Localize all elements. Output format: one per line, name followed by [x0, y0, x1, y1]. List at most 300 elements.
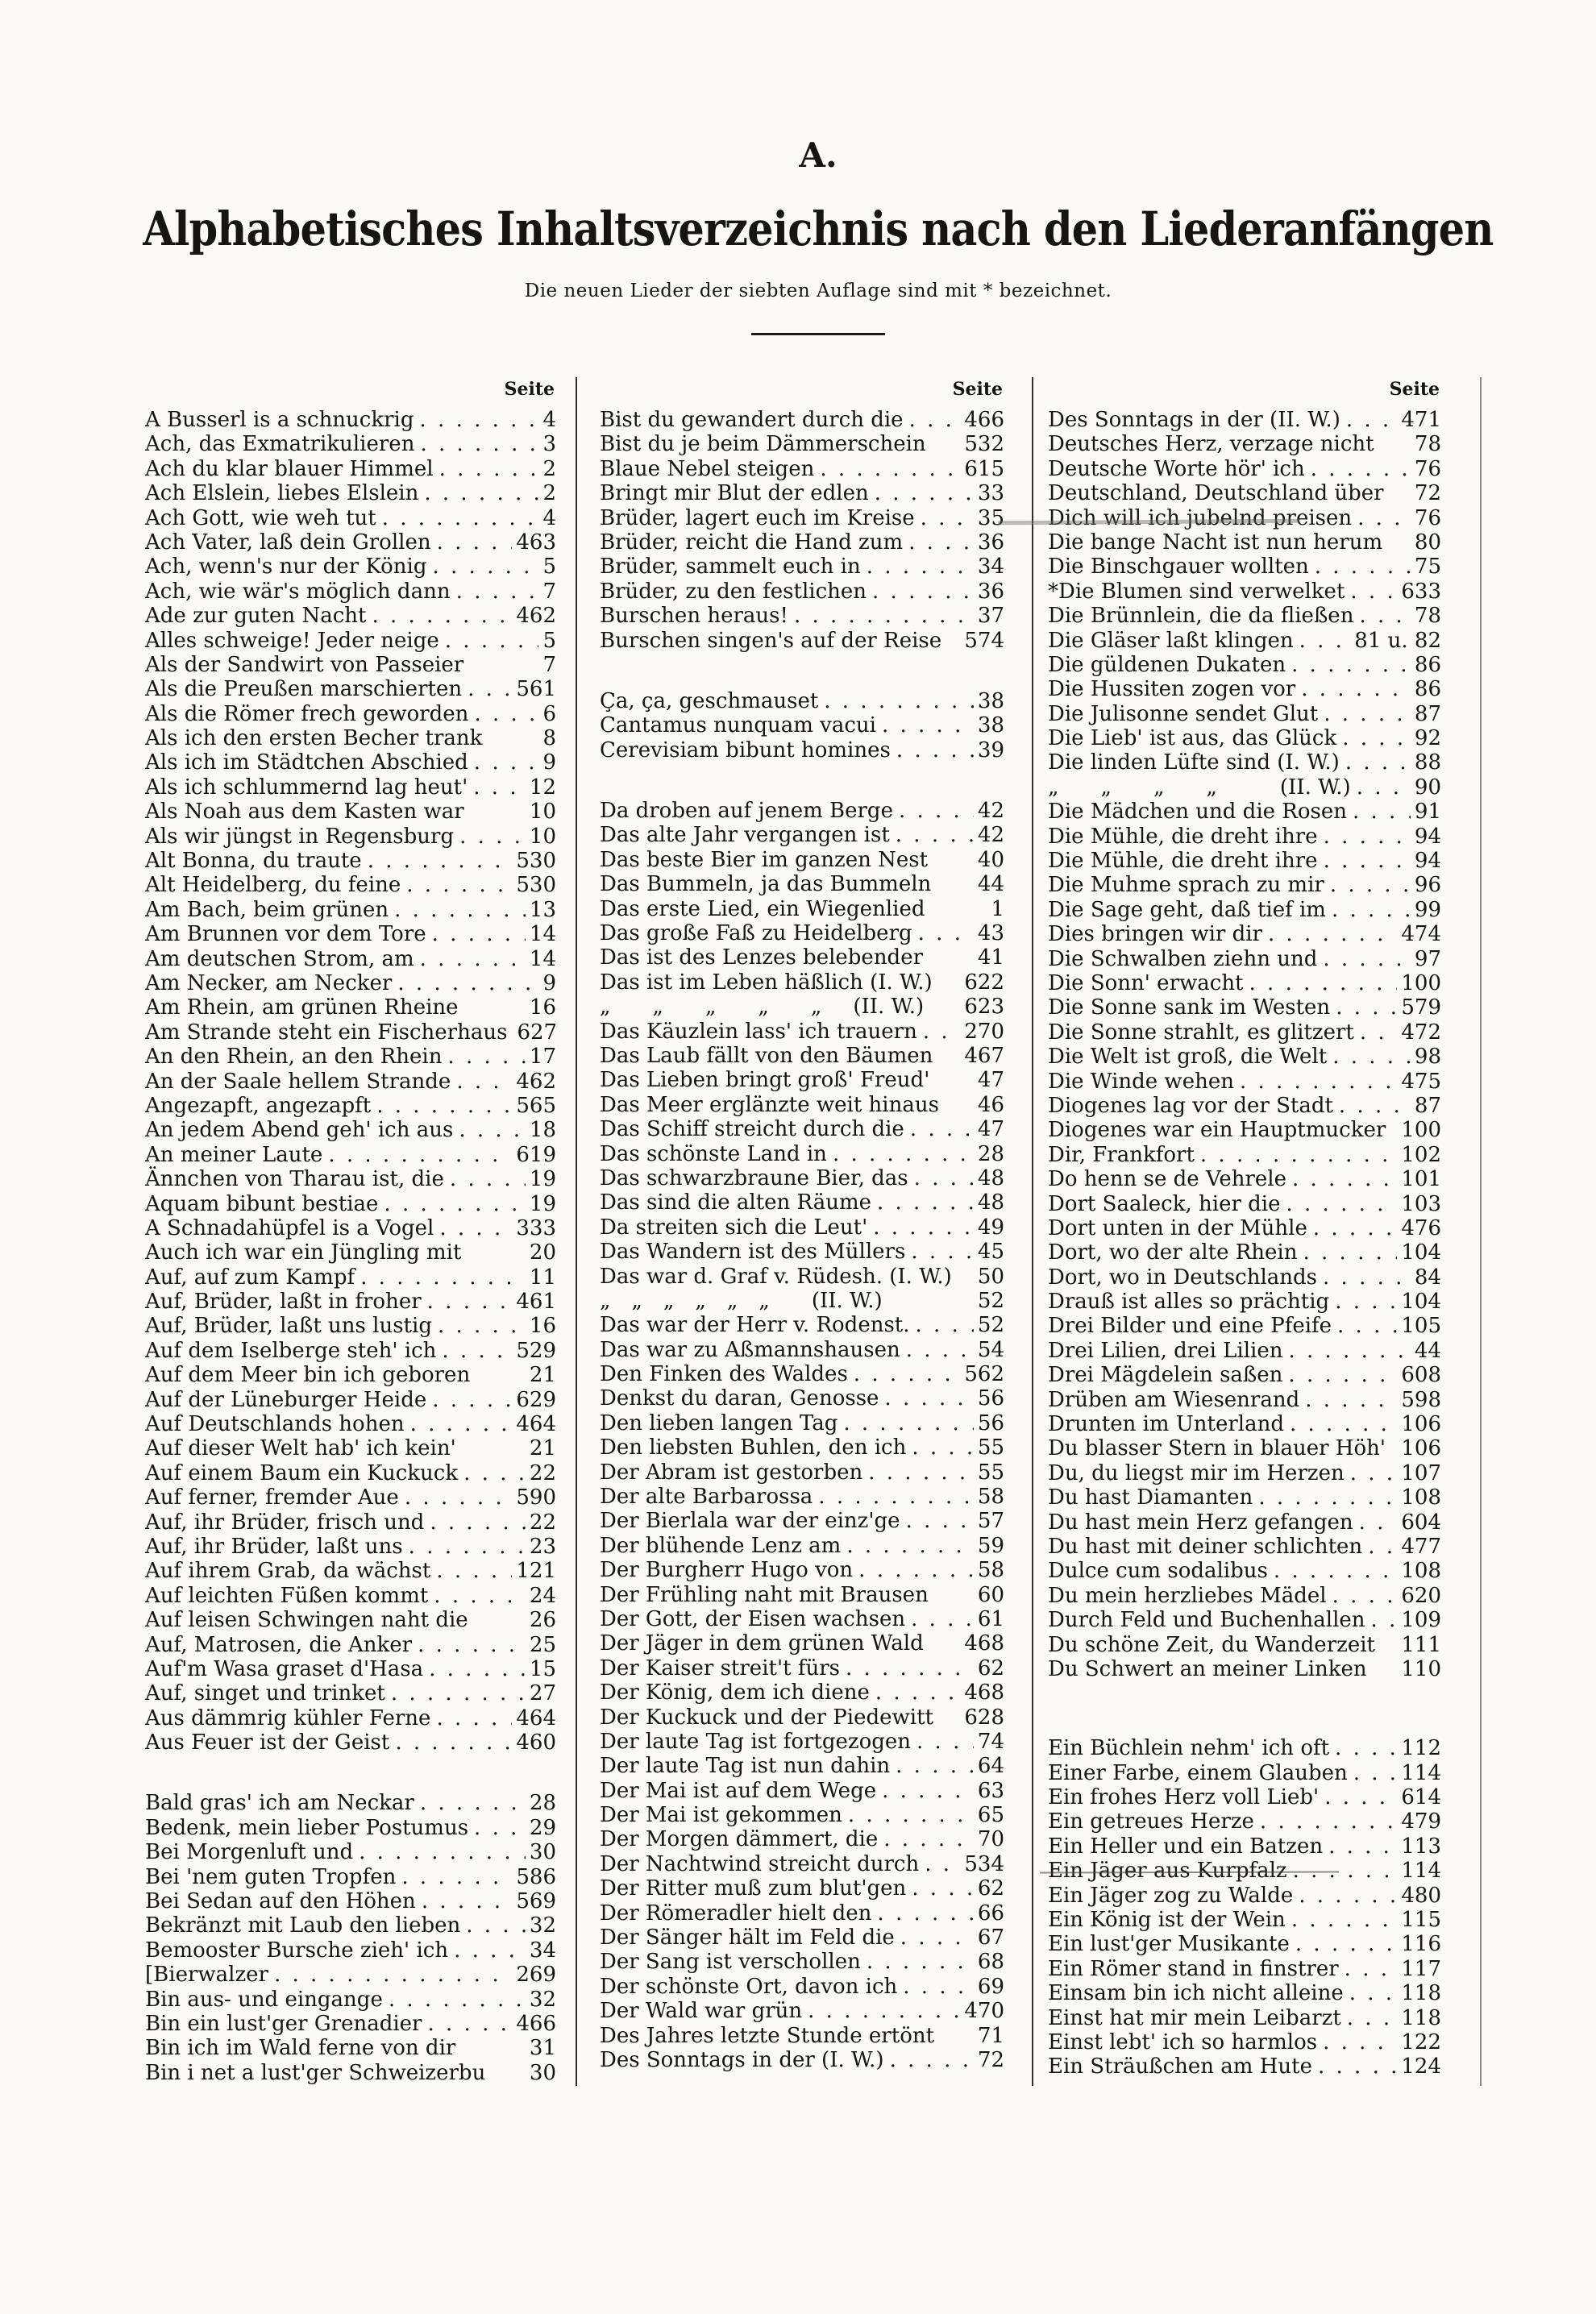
entry-title: Die Hussiten zogen vor	[1048, 677, 1296, 702]
entry-title: Auch ich war ein Jüngling mit	[145, 1240, 462, 1265]
entry-page-number: 48	[977, 1190, 1004, 1215]
index-entry	[600, 1509, 1004, 1533]
entry-title: Der Kuckuck und der Piedewitt	[600, 1705, 933, 1730]
dot-leader	[454, 1938, 526, 1963]
dot-leader	[916, 1313, 974, 1337]
entry-title: Des Jahres letzte Stunde ertönt	[600, 2023, 935, 2048]
dot-leader	[376, 1094, 512, 1118]
entry-page-number: 58	[977, 1558, 1004, 1583]
entry-title: Als ich den ersten Becher trank	[145, 726, 483, 751]
index-entry	[1048, 604, 1441, 628]
dot-leader	[459, 825, 526, 849]
index-entry	[145, 1388, 556, 1412]
entry-title: A Busserl is a schnuckrig	[145, 408, 414, 432]
entry-page-number: 627	[517, 1020, 558, 1045]
entry-page-number: 462	[516, 604, 556, 629]
entry-page-number: 40	[977, 847, 1004, 872]
entry-title: Das Bummeln, ja das Bummeln	[600, 872, 932, 897]
dot-leader	[1323, 2030, 1397, 2054]
entry-page-number: 49	[977, 1215, 1004, 1240]
entry-page-number: 8	[542, 726, 556, 751]
dot-leader	[439, 1216, 512, 1240]
entry-page-number: 69	[977, 1974, 1004, 1999]
index-entry	[1048, 1240, 1441, 1265]
entry-title: Bekränzt mit Laub den lieben	[145, 1913, 461, 1938]
entry-title: Die Muhme sprach zu mir	[1048, 873, 1324, 898]
dot-leader	[1286, 1192, 1398, 1216]
index-entry	[145, 1938, 556, 1963]
entry-page-number: 70	[977, 1827, 1004, 1852]
dot-leader	[391, 1681, 526, 1705]
entry-page-number: 2	[542, 456, 556, 481]
dot-leader	[436, 1706, 512, 1730]
index-entry	[1048, 1216, 1441, 1240]
entry-title: Das schönste Land in	[600, 1141, 827, 1166]
entry-title: Die Schwalben ziehn und	[1048, 946, 1318, 971]
dot-leader	[908, 530, 974, 555]
entry-page-number: 102	[1401, 1142, 1441, 1167]
entry-page-number: 26	[529, 1608, 556, 1633]
index-entry	[1048, 1436, 1441, 1460]
index-entry	[600, 1827, 1004, 1851]
index-entry	[600, 457, 1004, 481]
entry-title: Bin ich im Wald ferne von dir	[145, 2036, 456, 2061]
index-entry	[145, 1816, 556, 1840]
entry-title: Den lieben langen Tag	[600, 1410, 838, 1435]
dot-leader	[1288, 1363, 1397, 1387]
entry-title: Bedenk, mein lieber Postumus	[145, 1815, 469, 1840]
dot-leader	[382, 506, 539, 530]
entry-title: Auf dieser Welt hab' ich kein'	[145, 1436, 456, 1461]
index-entry	[1048, 1461, 1441, 1485]
column-divider-rule-3	[1480, 377, 1482, 2086]
index-entry	[600, 1020, 1004, 1044]
entry-page-number: 23	[529, 1534, 556, 1559]
entry-title: Du hast mit deiner schlichten	[1048, 1534, 1363, 1559]
index-entry	[600, 689, 1004, 713]
index-entry	[1048, 1070, 1441, 1094]
index-entry	[1048, 1932, 1441, 1956]
index-entry	[600, 1435, 1004, 1460]
entry-title: Das Wandern ist des Müllers	[600, 1240, 906, 1265]
dot-leader	[1313, 1216, 1398, 1240]
index-entry	[1048, 1785, 1441, 1809]
entry-title: Die Sage geht, daß tief im	[1048, 897, 1326, 922]
index-entry	[145, 922, 556, 946]
entry-page-number: 460	[516, 1730, 556, 1755]
entry-title: Ein lust'ger Musikante	[1048, 1932, 1290, 1957]
entry-page-number: 74	[977, 1729, 1004, 1754]
entry-page-number: 14	[529, 946, 556, 971]
dot-leader	[1330, 873, 1411, 897]
entry-page-number: 105	[1401, 1314, 1441, 1339]
index-entry	[600, 1289, 1004, 1313]
entry-title: Das beste Bier im ganzen Nest	[600, 847, 929, 872]
dot-leader	[459, 1118, 526, 1142]
entry-title: Das Käuzlein lass' ich trauern	[600, 1019, 917, 1044]
section-letter: A.	[799, 135, 837, 175]
index-entry	[600, 1803, 1004, 1827]
index-entry	[1048, 530, 1441, 555]
index-entry	[145, 1791, 556, 1815]
dot-leader	[1303, 1240, 1398, 1265]
index-entry	[145, 1216, 556, 1240]
page-column-label: Seite	[1389, 379, 1440, 400]
dot-leader	[818, 1485, 974, 1509]
index-entry	[1048, 1192, 1441, 1216]
entry-title: Der alte Barbarossa	[600, 1485, 813, 1510]
entry-page-number: 103	[1401, 1191, 1441, 1216]
index-entry	[145, 1535, 556, 1559]
entry-page-number: 620	[1401, 1583, 1441, 1608]
entry-title: Dort unten in der Mühle	[1048, 1215, 1307, 1240]
entry-page-number: 4	[542, 505, 556, 530]
index-entry	[1048, 825, 1441, 849]
entry-title: Bist du gewandert durch die	[600, 408, 904, 432]
entry-title: Der Römeradler hielt den	[600, 1901, 872, 1926]
entry-page-number: 91	[1414, 800, 1441, 825]
entry-page-number: 586	[516, 1864, 556, 1889]
entry-title: Der Sänger hält im Feld die	[600, 1926, 895, 1950]
entry-title: Cerevisiam bibunt homines	[600, 737, 891, 762]
index-entry	[145, 1363, 556, 1387]
index-entry	[1048, 580, 1441, 604]
entry-page-number: 118	[1401, 1981, 1441, 2006]
dot-leader	[923, 1020, 961, 1044]
entry-page-number: 5	[542, 555, 556, 580]
entry-page-number: 534	[964, 1851, 1004, 1876]
entry-title: Der Bierlala war der einz'ge	[600, 1509, 900, 1534]
entry-page-number: 68	[977, 1950, 1004, 1975]
dot-leader	[1347, 2006, 1398, 2030]
section-gap	[1048, 1681, 1441, 1736]
index-entry	[600, 1779, 1004, 1803]
index-entry	[145, 1436, 556, 1460]
index-entry	[600, 1975, 1004, 1999]
entry-page-number: 32	[529, 1913, 556, 1938]
entry-title: Das ist des Lenzes belebender	[600, 945, 924, 970]
index-entry	[1048, 1265, 1441, 1290]
entry-page-number: 88	[1414, 750, 1441, 775]
entry-title: Drei Mägdelein saßen	[1048, 1363, 1283, 1388]
entry-title: Der laute Tag ist fortgezogen	[600, 1729, 912, 1754]
entry-title: Der Sang ist verschollen	[600, 1950, 861, 1975]
index-entry	[1048, 1290, 1441, 1314]
entry-page-number: 629	[516, 1387, 556, 1412]
index-entry	[600, 1558, 1004, 1582]
entry-page-number: 13	[529, 897, 556, 922]
dot-leader	[1240, 1070, 1397, 1094]
dot-leader	[925, 1852, 960, 1876]
entry-page-number: 118	[1401, 2005, 1441, 2030]
index-entry	[600, 823, 1004, 847]
entry-page-number: 565	[516, 1093, 556, 1118]
entry-page-number: 94	[1414, 849, 1441, 874]
entry-title: Einst lebt' ich so harmlos	[1048, 2030, 1318, 2054]
index-entry	[600, 629, 1004, 653]
index-entry	[1048, 873, 1441, 897]
entry-page-number: 474	[1401, 922, 1441, 947]
entry-page-number: 47	[977, 1117, 1004, 1142]
dot-leader	[912, 1435, 974, 1460]
entry-title: Ça, ça, geschmauset	[600, 688, 819, 713]
entry-page-number: 9	[542, 970, 556, 995]
entry-title: Deutsche Worte hör' ich	[1048, 456, 1305, 481]
entry-title: Das Lieben bringt groß' Freud'	[600, 1068, 930, 1093]
entry-title: Als wir jüngst in Regensburg	[145, 824, 455, 849]
entry-page-number: 81 u. 82	[1354, 628, 1441, 653]
entry-page-number: 19	[529, 1167, 556, 1192]
entry-page-number: 115	[1401, 1908, 1441, 1933]
entry-title: Der Abram ist gestorben	[600, 1460, 863, 1485]
index-entry	[145, 971, 556, 995]
entry-page-number: 76	[1414, 505, 1441, 530]
dot-leader	[911, 1607, 974, 1631]
index-entry	[600, 506, 1004, 530]
entry-title: Der Ritter muß zum blut'gen	[600, 1876, 907, 1901]
entry-page-number: 97	[1414, 946, 1441, 971]
dot-leader	[359, 1840, 526, 1864]
index-entry	[600, 1901, 1004, 1926]
entry-page-number: 466	[964, 408, 1004, 432]
entry-title: Einst hat mir mein Leibarzt	[1048, 2005, 1341, 2030]
index-entry	[1048, 1314, 1441, 1338]
entry-title: Ach, wie wär's möglich dann	[145, 579, 451, 604]
dot-leader	[846, 1656, 974, 1680]
entry-page-number: 574	[964, 628, 1004, 653]
entry-title: Ein Jäger zog zu Walde	[1048, 1883, 1294, 1908]
dot-leader	[1339, 1094, 1411, 1118]
index-entry	[145, 530, 556, 555]
entry-page-number: 44	[977, 872, 1004, 897]
entry-page-number: 101	[1401, 1167, 1441, 1192]
index-entry	[1048, 1859, 1441, 1883]
dot-leader	[442, 1339, 512, 1363]
entry-title: Auf dem Meer bin ich geboren	[145, 1363, 471, 1388]
entry-title: Burschen singen's auf der Reise	[600, 628, 942, 653]
dot-leader	[882, 1779, 974, 1803]
dot-leader	[360, 1265, 526, 1290]
dot-leader	[420, 408, 539, 432]
index-entry	[145, 1730, 556, 1755]
entry-title: *Die Blumen sind verwelket	[1048, 579, 1345, 604]
entry-title: Angezapft, angezapft	[145, 1093, 372, 1118]
entry-page-number: 45	[977, 1240, 1004, 1265]
dot-leader	[328, 1143, 512, 1167]
index-entry	[600, 580, 1004, 604]
index-entry	[145, 1240, 556, 1265]
entry-title: Diogenes lag vor der Stadt	[1048, 1093, 1333, 1118]
index-entry	[1048, 1388, 1441, 1412]
index-entry	[600, 1680, 1004, 1705]
index-entry	[1048, 2006, 1441, 2030]
entry-page-number: 65	[977, 1803, 1004, 1828]
index-entry	[600, 481, 1004, 505]
entry-page-number: 470	[964, 1999, 1004, 2024]
index-entry	[600, 1754, 1004, 1778]
entry-page-number: 122	[1401, 2030, 1441, 2054]
dot-leader	[1345, 1957, 1398, 1981]
index-entry	[145, 1143, 556, 1167]
entry-title: Am Strande steht ein Fischerhaus	[145, 1020, 508, 1045]
entry-title: Du mein herzliebes Mädel	[1048, 1583, 1327, 1608]
dot-leader	[1293, 1859, 1398, 1883]
index-column-3	[1048, 377, 1441, 2079]
index-entry	[1048, 1094, 1441, 1118]
entry-page-number: 55	[977, 1435, 1004, 1460]
index-entry	[145, 653, 556, 677]
index-entry	[1048, 677, 1441, 701]
entry-page-number: 36	[977, 530, 1004, 555]
index-entry	[600, 1313, 1004, 1337]
entry-page-number: 87	[1414, 1093, 1441, 1118]
dot-leader	[1260, 1809, 1397, 1834]
entry-page-number: 78	[1414, 432, 1441, 457]
entry-page-number: 18	[529, 1118, 556, 1143]
entry-page-number: 5	[542, 628, 556, 653]
dot-leader	[1332, 1584, 1398, 1608]
entry-page-number: 106	[1401, 1412, 1441, 1437]
dot-leader	[274, 1963, 512, 1987]
entry-page-number: 614	[1401, 1785, 1441, 1810]
index-entry	[600, 1852, 1004, 1876]
entry-page-number: 114	[1401, 1760, 1441, 1785]
dot-leader	[384, 1192, 525, 1216]
index-entry	[600, 921, 1004, 945]
index-entry	[1048, 1884, 1441, 1908]
index-entry	[145, 898, 556, 922]
entry-title: Einer Farbe, einem Glauben	[1048, 1760, 1348, 1785]
dot-leader	[911, 1240, 974, 1264]
dot-leader	[918, 921, 974, 945]
index-entry	[1048, 629, 1441, 653]
dot-leader	[910, 1117, 974, 1141]
entry-title: Bin ein lust'ger Grenadier	[145, 2012, 422, 2036]
dot-leader	[405, 1485, 513, 1510]
dot-leader	[1249, 971, 1398, 995]
entry-title: Auf, ihr Brüder, laßt uns	[145, 1534, 403, 1559]
index-entry	[600, 1950, 1004, 1974]
index-entry	[600, 1730, 1004, 1754]
dot-leader	[1299, 629, 1351, 653]
index-entry	[1048, 1608, 1441, 1632]
dot-leader	[1324, 849, 1411, 873]
column-divider-rule-2	[1032, 377, 1033, 2086]
dot-leader	[884, 1386, 973, 1410]
entry-page-number: 569	[516, 1889, 556, 1914]
dot-leader	[858, 1558, 974, 1582]
entry-title: Die Sonne strahlt, es glitzert	[1048, 1020, 1354, 1045]
dot-leader	[1311, 457, 1411, 481]
entry-title: Ach Elslein, liebes Elslein	[145, 481, 419, 506]
entry-title: Auf leisen Schwingen naht die	[145, 1608, 468, 1633]
dot-leader	[394, 898, 526, 922]
dot-leader	[921, 506, 974, 530]
entry-title: Auf'm Wasa graset d'Hasa	[145, 1656, 424, 1681]
entry-title: Du schöne Zeit, du Wanderzeit	[1048, 1632, 1375, 1657]
index-entry	[1048, 1339, 1441, 1363]
entry-page-number: 76	[1414, 456, 1441, 481]
dot-leader	[1357, 775, 1411, 800]
index-entry	[600, 1338, 1004, 1362]
dot-leader	[808, 1999, 960, 2023]
index-entry	[600, 1142, 1004, 1166]
entry-page-number: 30	[529, 2060, 556, 2085]
index-entry	[145, 629, 556, 653]
entry-page-number: 480	[1401, 1883, 1441, 1908]
entry-page-number: 104	[1401, 1240, 1441, 1265]
entry-title: Bist du je beim Dämmerschein	[600, 432, 926, 457]
dot-leader	[430, 1510, 526, 1535]
index-entry	[600, 738, 1004, 762]
entry-page-number: 60	[977, 1582, 1004, 1607]
entry-title: Das ist im Leben häßlich (I. W.)	[600, 970, 933, 995]
entry-page-number: 39	[977, 737, 1004, 762]
entry-title: Ein Sträußchen am Hute	[1048, 2054, 1312, 2079]
index-entry	[1048, 1736, 1441, 1760]
entry-title: Bald gras' ich am Neckar	[145, 1791, 414, 1816]
entry-page-number: 590	[516, 1485, 556, 1510]
index-entry	[600, 1240, 1004, 1264]
dot-leader	[372, 604, 512, 628]
index-entry	[145, 1889, 556, 1913]
entry-title: Die Julisonne sendet Glut	[1048, 701, 1319, 726]
index-entry	[1048, 750, 1441, 775]
dot-leader	[868, 1460, 974, 1485]
entry-title: Auf, singet und trinket	[145, 1681, 385, 1706]
entry-page-number: 47	[977, 1068, 1004, 1093]
entry-page-number: 37	[977, 604, 1004, 629]
index-entry	[600, 1068, 1004, 1092]
index-entry	[145, 1657, 556, 1681]
entry-page-number: 598	[1401, 1387, 1441, 1412]
index-entry	[145, 1633, 556, 1657]
index-entry	[145, 1485, 556, 1510]
index-entry	[145, 1045, 556, 1069]
entry-page-number: 466	[516, 2012, 556, 2036]
index-entry	[1048, 2054, 1441, 2079]
entry-page-number: 110	[1401, 1656, 1441, 1681]
entry-page-number: 24	[529, 1583, 556, 1608]
entry-title: Ein Büchlein nehm' ich oft	[1048, 1736, 1330, 1761]
dot-leader	[843, 1411, 974, 1435]
index-entry	[600, 713, 1004, 737]
index-entry	[600, 555, 1004, 579]
dot-leader	[420, 1791, 526, 1815]
dot-leader	[1335, 1290, 1397, 1314]
entry-title: Burschen heraus!	[600, 604, 788, 629]
entry-page-number: 112	[1401, 1736, 1441, 1761]
index-entry	[1048, 653, 1441, 677]
dot-leader	[1332, 898, 1411, 922]
entry-page-number: 21	[529, 1436, 556, 1461]
entry-page-number: 117	[1401, 1956, 1441, 1981]
index-entry	[145, 1020, 556, 1045]
index-entry	[145, 1510, 556, 1535]
index-entry	[600, 1485, 1004, 1509]
entry-page-number: 90	[1414, 775, 1441, 800]
entry-title: Der Frühling naht mit Brausen	[600, 1582, 929, 1607]
entry-title: Alt Heidelberg, du feine	[145, 873, 401, 898]
entry-title: Den Finken des Waldes	[600, 1362, 848, 1387]
dot-leader	[875, 1680, 961, 1705]
dot-leader	[410, 1412, 513, 1436]
dot-leader	[1336, 995, 1397, 1020]
entry-title: Das war der Herr v. Rodenst.	[600, 1313, 910, 1338]
entry-page-number: 333	[516, 1215, 556, 1240]
dot-leader	[906, 1338, 974, 1362]
index-entry	[145, 1314, 556, 1338]
